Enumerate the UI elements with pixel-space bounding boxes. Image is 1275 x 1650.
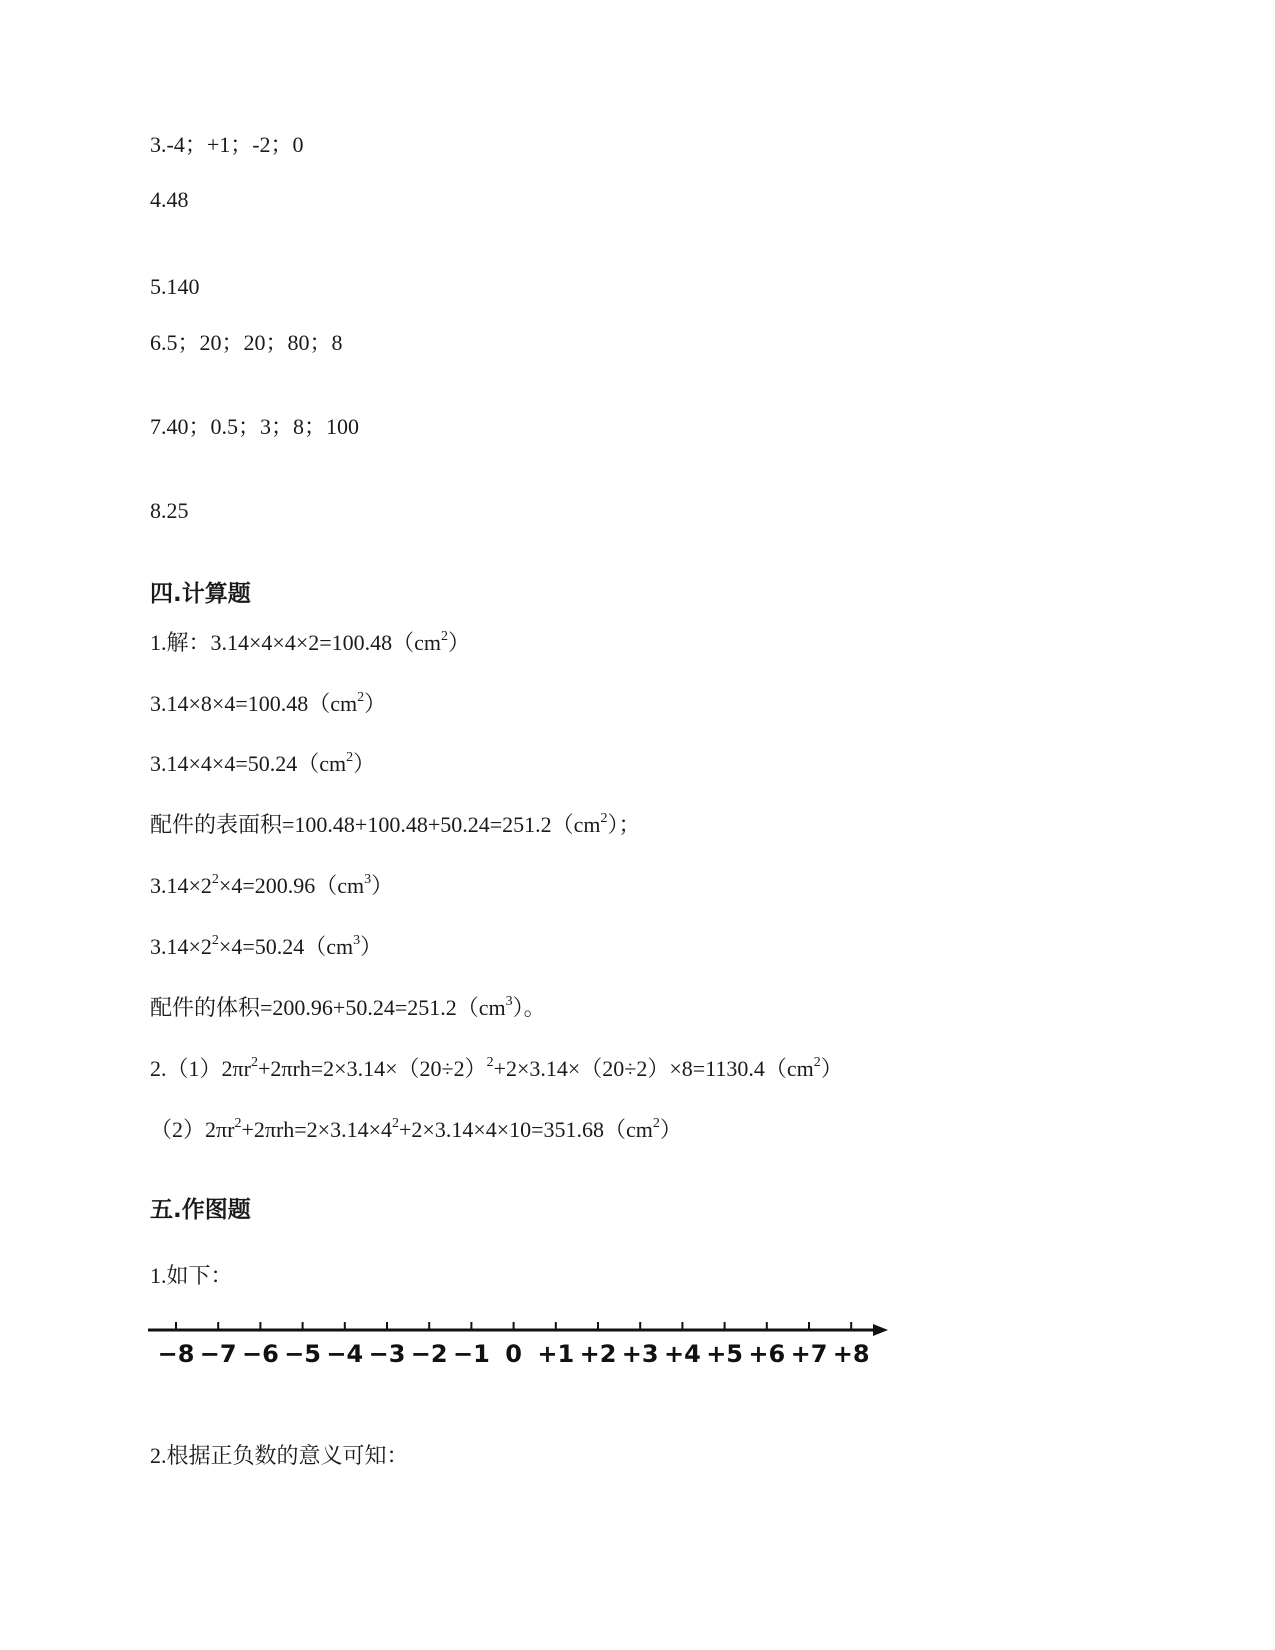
number-line-label: −4: [326, 1340, 364, 1368]
number-line-label: +3: [621, 1340, 659, 1368]
calc-line-c8: $2.(1)2\pi r^2+2\pi rh=2\times 3.14\times(20\div 2)^2+2\times 3.14\times(20\div 2)\times 8=1130.4(cm^2)$: [150, 1054, 843, 1081]
number-line-arrow: [873, 1324, 888, 1336]
number-line-label: −8: [157, 1340, 195, 1368]
answer-a7: 7.40；0.5；3；8；100: [150, 414, 360, 439]
number-line-label: −1: [452, 1340, 490, 1368]
calc-line-c2: $3.14\times 8\times 4=100.48(cm^2)$: [150, 689, 387, 716]
section-5-item-2: 2.根据正负数的意义可知：: [150, 1443, 409, 1468]
number-line-label: −6: [241, 1340, 279, 1368]
answer-a3: 3.-4；+1；-2；0: [150, 132, 304, 157]
answer-a5: 5.140: [150, 274, 200, 299]
answer-a4: 4.48: [150, 187, 189, 212]
number-line-label: +5: [706, 1340, 744, 1368]
calc-line-c1: 1.解：$3.14\times 4\times 4\times 2=100.48(cm^2)$: [150, 628, 471, 655]
calc-line-c5: $3.14\times 2^2\times 4=200.96(cm^3)$: [150, 871, 394, 898]
section-5-heading: 五.作图题: [150, 1197, 251, 1223]
section-4-heading: 四.计算题: [150, 581, 251, 607]
calc-line-c3: $3.14\times 4\times 4=50.24(cm^2)$: [150, 749, 376, 776]
number-line-label: +8: [832, 1340, 870, 1368]
number-line-label: −7: [199, 1340, 237, 1368]
calc-line-c7: 配件的体积$=200.96+50.24=251.2(cm^3)$。: [150, 993, 546, 1020]
number-line-label: −5: [284, 1340, 322, 1368]
number-line-label: +7: [790, 1340, 828, 1368]
number-line-label: 0: [505, 1340, 522, 1368]
answer-a6: 6.5；20；20；80；8: [150, 330, 343, 355]
number-line: [148, 1322, 888, 1382]
number-line-label: −3: [368, 1340, 406, 1368]
calc-line-c4: 配件的表面积$=100.48+100.48+50.24=251.2(cm^2)$；: [150, 810, 641, 837]
calc-line-c9: $(2)2\pi r^2+2\pi rh=2\times 3.14\times 4^2+2\times 3.14\times 4\times 10=351.68(cm^2)$: [150, 1115, 682, 1142]
number-line-label: +2: [579, 1340, 617, 1368]
number-line-label: −2: [410, 1340, 448, 1368]
number-line-label: +6: [748, 1340, 786, 1368]
calc-line-c6: $3.14\times 2^2\times 4=50.24(cm^3)$: [150, 932, 383, 959]
number-line-label: +4: [663, 1340, 701, 1368]
section-5-item-1: 1.如下：: [150, 1263, 233, 1288]
number-line-label: +1: [537, 1340, 575, 1368]
answer-a8: 8.25: [150, 498, 189, 523]
